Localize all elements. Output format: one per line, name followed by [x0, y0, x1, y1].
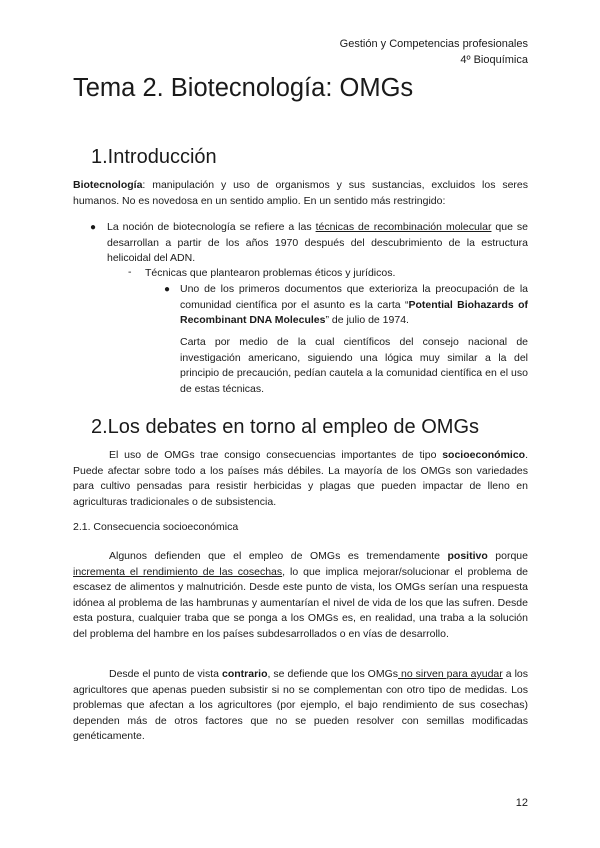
subbullet-item-carta: Uno de los primeros documentos que exterioriza la preocupación de la comunidad científica por el asunto es la carta “Potential Biohazards of Recombinant DNA Molecules” de julio de 1974. — [180, 283, 528, 326]
definition-term: Biotecnología — [73, 179, 143, 191]
bullet-dot-icon: ● — [164, 284, 171, 295]
underlined-phrase: incrementa el rendimiento de las cosechas — [73, 565, 283, 578]
page-number: 12 — [515, 797, 528, 809]
carta-paragraph: Carta por medio de la cual científicos del consejo nacional de investigación americano, siguiendo una lógica muy similar a la del principio de precaución, pedían cautela a la comunidad científica en el uso de estas técnicas. — [180, 336, 528, 395]
letter-title: Potential Biohazards of Recombinant DNA Molecules — [180, 298, 528, 326]
paragraph-contrario: Desde el punto de vista contrario, se defiende que los OMGs no sirven para ayudar a los agricultores que apenas pueden subsistir si no se complementan con otro tipo de medidas. Los problemas que afectan a los agricultores (por ejemplo, el bajo rendimiento de sus cosechas) dependen más de otros factores que no se pueden resolver con semillas modificadas genéticamente. — [73, 668, 528, 742]
header-degree: 4º Bioquímica — [460, 54, 528, 66]
bullet-dot-icon: ● — [90, 222, 97, 233]
bullet-item-biotecnologia: La noción de biotecnología se refiere a las técnicas de recombinación molecular que se desarrollan a partir de los años 1970 después del descubrimiento de la estructura helicoidal del ADN. — [107, 221, 528, 264]
dash-bullet-icon: - — [128, 266, 132, 278]
section-heading-debates: 2.Los debates en torno al empleo de OMGs — [91, 416, 480, 438]
dash-item-tecnicas: Técnicas que plantearon problemas éticos y jurídicos. — [145, 267, 396, 279]
page-header — [340, 36, 528, 68]
bold-term: contrario — [222, 668, 268, 680]
definition-paragraph — [73, 178, 528, 209]
section-heading-introduccion: 1.Introducción — [91, 146, 217, 168]
definition-text: : manipulación y uso de organismos y sus sustancias, excluidos los seres humanos. No es novedosa en un sentido amplio. En un sentido más restringido: — [73, 179, 528, 207]
debates-intro-paragraph: El uso de OMGs trae consigo consecuencias importantes de tipo socioeconómico. Puede afectar sobre todo a los países más débiles. La mayoría de los OMGs son variedades para cultivo pensadas para resistir herbicidas y plagas que pueden impactar de lleno en agriculturas tradicionales o de subsistencia. — [73, 449, 528, 508]
header-course: Gestión y Competencias profesionales — [339, 38, 528, 50]
document-title: Tema 2. Biotecnología: OMGs — [73, 74, 414, 102]
underlined-phrase: no sirven para ayudar — [398, 668, 503, 680]
bold-term: socioeconómico — [442, 449, 526, 461]
subsection-heading: 2.1. Consecuencia socioeconómica — [73, 521, 239, 533]
bold-term: positivo — [447, 550, 488, 562]
underlined-phrase: técnicas de recombinación molecular — [315, 221, 492, 233]
paragraph-positivo: Algunos defienden que el empleo de OMGs es tremendamente positivo porque incrementa el rendimiento de las cosechas, lo que implica mejorar/solucionar el problema de escasez de alimentos y malnutrición. Desde este punto de vista, los OMGs serían una respuesta idónea al problema de las hambrunas y aumentarían el nivel de vida de los que las sufren. Desde esta postura, cualquier traba que se ponga a los OMGs es, en realidad, una traba a la solución del problema del hambre en los países subdesarrollados o en vías de desarrollo. — [73, 550, 528, 640]
